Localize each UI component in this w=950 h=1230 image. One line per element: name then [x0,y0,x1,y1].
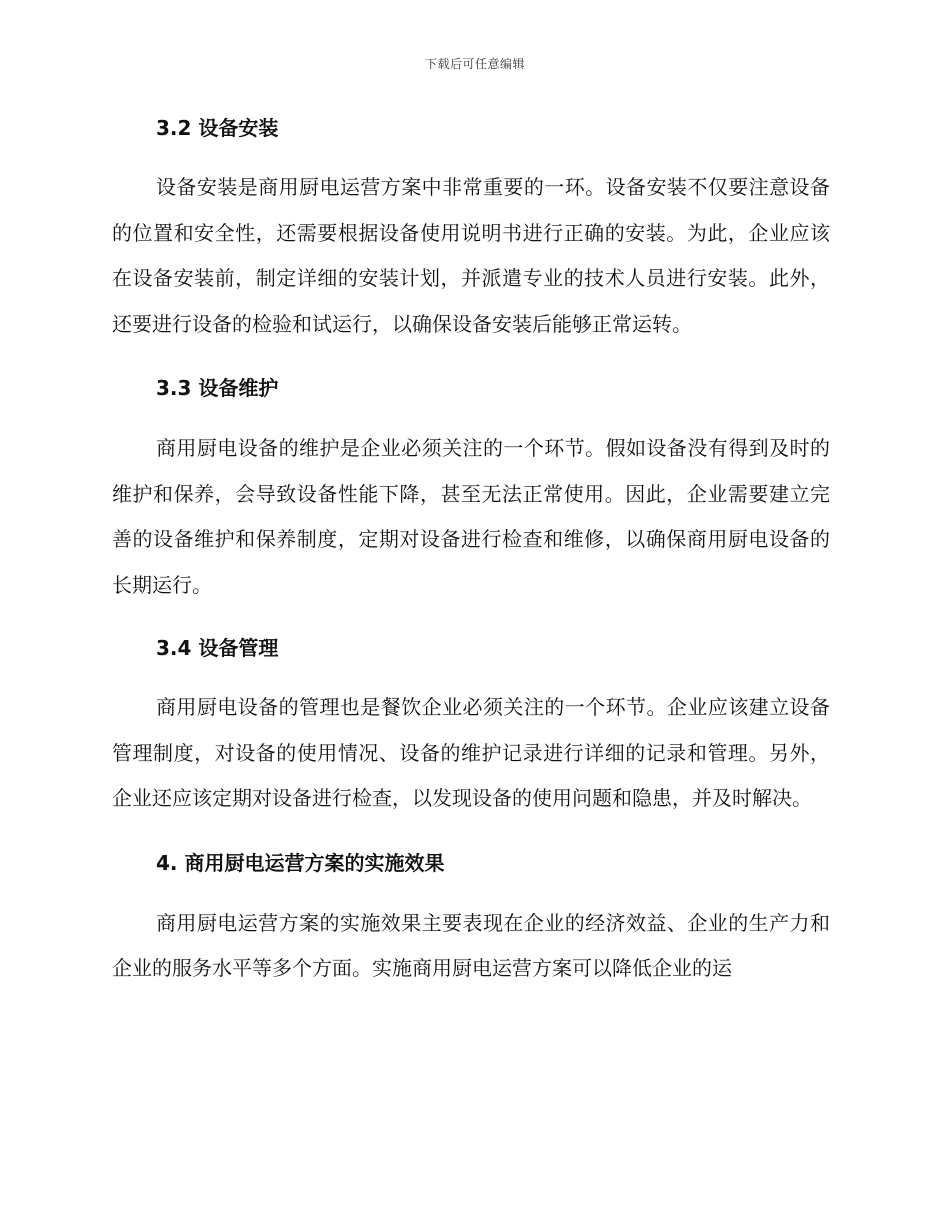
section-heading-equipment-management: 3.4 设备管理 [156,636,279,660]
header-note: 下载后可任意编辑 [424,57,525,71]
section-heading-equipment-maintenance: 3.3 设备维护 [156,376,279,400]
section-paragraph-implementation-effect: 商用厨电运营方案的实施效果主要表现在企业的经济效益、企业的生产力和企业的服务水平等多个方面。实施商用厨电运营方案可以降低企业的运 [112,910,830,980]
section-paragraph-equipment-installation: 设备安装是商用厨电运营方案中非常重要的一环。设备安装不仅要注意设备的位置和安全性，还需要根据设备使用说明书进行正确的安装。为此，企业应该在设备安装前，制定详细的安装计划，并派遣专业的技术人员进行安装。此外，还要进行设备的检验和试运行，以确保设备安装后能够正常运转。 [112,175,830,336]
section-paragraph-equipment-management: 商用厨电设备的管理也是餐饮企业必须关注的一个环节。企业应该建立设备管理制度，对设备的使用情况、设备的维护记录进行详细的记录和管理。另外，企业还应该定期对设备进行检查，以发现设备的使用问题和隐患，并及时解决。 [112,695,830,810]
section-heading-equipment-installation: 3.2 设备安装 [156,116,279,140]
document-body [112,110,830,992]
section-heading-implementation-effect: 4. 商用厨电运营方案的实施效果 [156,850,445,875]
section-paragraph-equipment-maintenance: 商用厨电设备的维护是企业必须关注的一个环节。假如设备没有得到及时的维护和保养，会导致设备性能下降，甚至无法正常使用。因此，企业需要建立完善的设备维护和保养制度，定期对设备进行检查和维修，以确保商用厨电设备的长期运行。 [112,436,830,597]
